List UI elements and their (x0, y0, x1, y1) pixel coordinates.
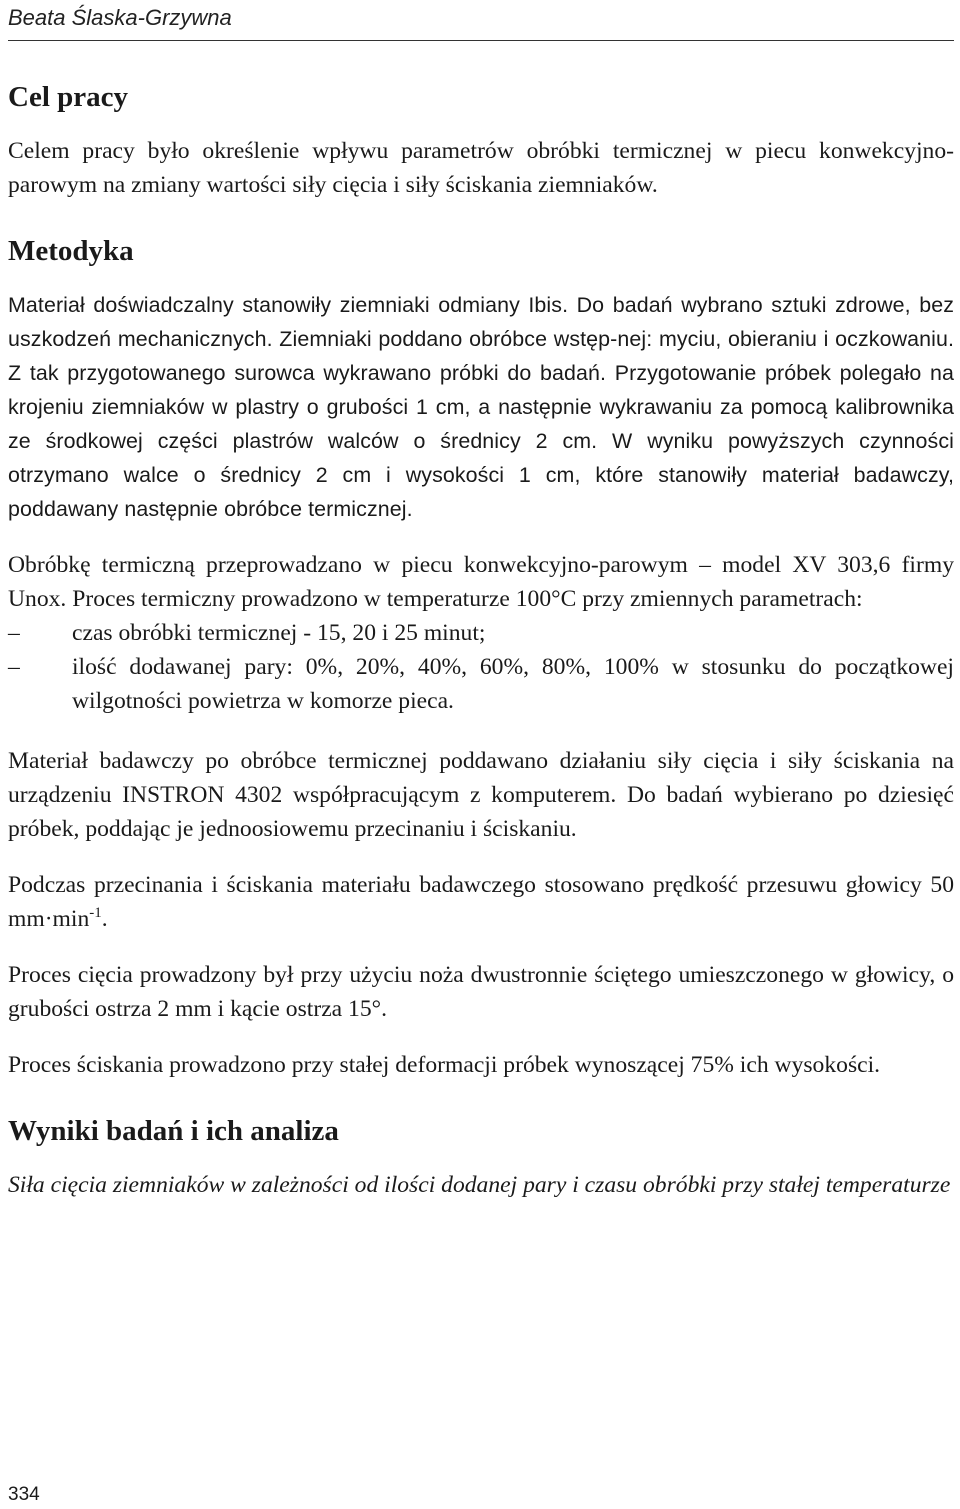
heading-wyniki: Wyniki badań i ich analiza (8, 1115, 339, 1147)
list-item (8, 650, 954, 718)
article-body (8, 74, 954, 1202)
page-number: 334 (8, 1484, 40, 1505)
list-dash: – (8, 620, 20, 646)
subtitle-sila-ciecia: Siła cięcia ziemniaków w zależności od ilości dodanej pary i czasu obróbki przy stałej temperaturze (8, 1172, 951, 1198)
list-item (8, 616, 954, 650)
paragraph-material-part-c: Przygotowanie próbek polegało na krojeniu ziemniaków w plastry o grubości 1 cm, a następnie wykrawaniu za pomocą kalibrownika ze środkowej części plastrów walców o średnicy 2 cm. W wyniku powyższych czynności otrzymano walce o średnicy 2 cm i wysokości 1 cm, które stanowiły materiał badawczy, poddawany następnie obróbce termicznej. (8, 361, 954, 521)
paragraph-cel: Celem pracy było określenie wpływu parametrów obróbki termicznej w piecu konwekcyjno-parowym na zmiany wartości siły cięcia i siły ściskania ziemniaków. (8, 138, 954, 198)
paragraph-predkosc-end: . (101, 906, 108, 932)
paragraph-badania: Materiał badawczy po obróbce termicznej poddawano działaniu siły cięcia i siły ściskania na urządzeniu INSTRON 4302 współpracującym z komputerem. Do badań wybierano po dziesięć próbek, poddając je jednoosiowemu przecinaniu i ściskaniu. (8, 748, 954, 842)
paragraph-sciskanie: Proces ściskania prowadzono przy stałej deformacji próbek wynoszącej 75% ich wysokości. (8, 1052, 881, 1078)
list-item-text: czas obróbki termicznej - 15, 20 i 25 minut; (72, 620, 486, 646)
list-dash: – (8, 654, 20, 680)
running-head-author: Beata Ślaska-Grzywna (8, 5, 232, 30)
heading-metodyka: Metodyka (8, 235, 134, 267)
header-rule (8, 40, 954, 41)
superscript-exponent: -1 (89, 905, 102, 922)
paragraph-material-part-a: Materiał doświadczalny stanowiły ziemniaki odmiany Ibis. Do badań wybrano sztuki zdrowe, bez uszkodzeń mechanicznych. Ziemniaki poddano obróbce wstęp-nej: myciu, obieraniu i oczkowaniu. (8, 293, 954, 351)
paragraph-predkosc-text: Podczas przecinania i ściskania materiału badawczego stosowano prędkość przesuwu głowicy 50 mm·min (8, 872, 954, 932)
paragraph-ciecie: Proces cięcia prowadzony był przy użyciu noża dwustronnie ściętego umieszczonego w głowicy, o grubości ostrza 2 mm i kącie ostrza 15°. (8, 962, 954, 1022)
paragraph-obrobka: Obróbkę termiczną przeprowadzano w piecu konwekcyjno-parowym – model XV 303,6 firmy Unox. Proces termiczny prowadzono w temperaturze 100°C przy zmiennych parametrach: (8, 552, 954, 612)
paragraph-material (8, 288, 954, 526)
paragraph-material-part-b: Z tak przygotowanego surowca wykrawano próbki do badań. (8, 361, 607, 385)
list-item-text: ilość dodawanej pary: 0%, 20%, 40%, 60%, 80%, 100% w stosunku do początkowej wilgotności powietrza w komorze pieca. (72, 654, 954, 714)
paragraph-predkosc (8, 868, 954, 936)
heading-cel-pracy: Cel pracy (8, 81, 128, 113)
